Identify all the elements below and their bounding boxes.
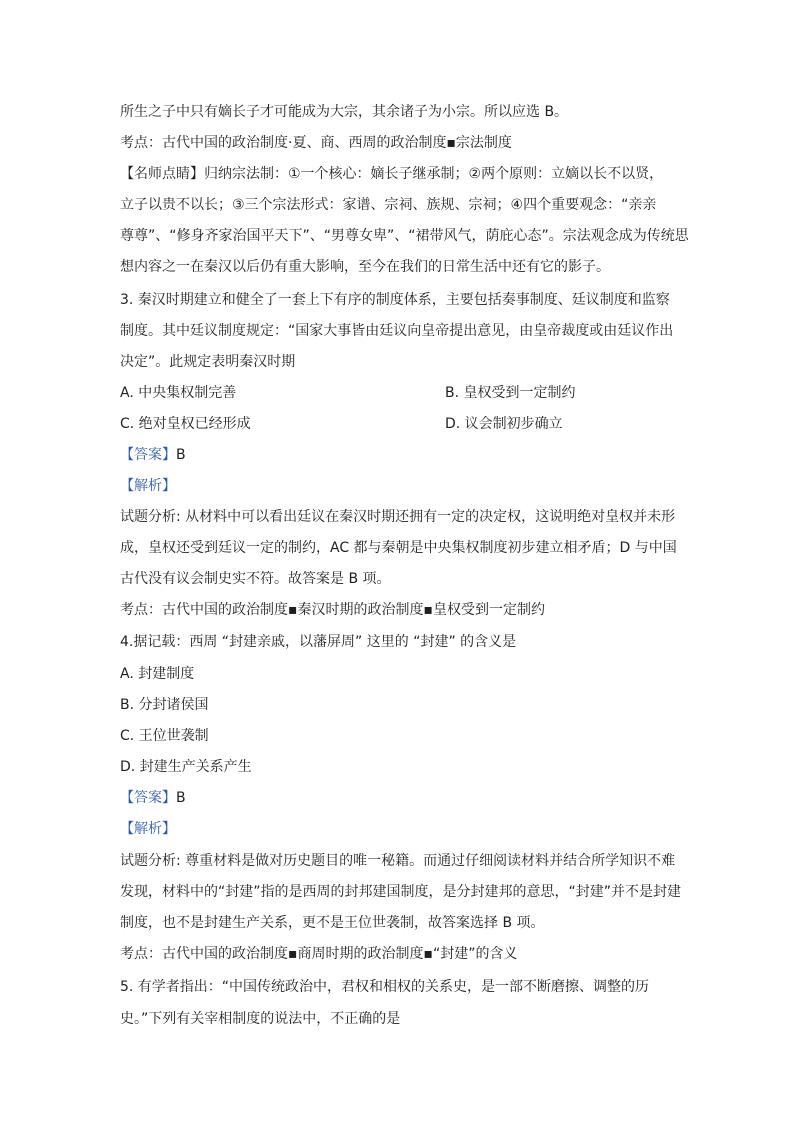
q4-analysis-line: 发现，材料中的“封建”指的是西周的封邦建国制度，是分封建邦的意思，“封建”并不是封建 bbox=[120, 884, 682, 900]
question-3-stem: 决定”。此规定表明秦汉时期 bbox=[120, 354, 296, 370]
q3-analysis-line: 试题分析: 从材料中可以看出廷议在秦汉时期还拥有一定的决定权，这说明绝对皇权并未形 bbox=[120, 509, 676, 525]
answer-tag: 【答案】 bbox=[120, 447, 176, 463]
q4-answer: B bbox=[176, 790, 186, 806]
q4-analysis-line: 试题分析: 尊重材料是做对历史题目的唯一秘籍。而通过仔细阅读材料并结合所学知识不难 bbox=[120, 853, 676, 869]
exam-point-line: 考点：古代中国的政治制度·夏、商、西周的政治制度▪宗法制度 bbox=[120, 135, 512, 151]
q4-option-d: D. 封建生产关系产生 bbox=[120, 759, 252, 775]
q3-exam-point: 考点：古代中国的政治制度▪秦汉时期的政治制度▪皇权受到一定制约 bbox=[120, 602, 545, 618]
text-line: 【名师点睛】归纳宗法制：①一个核心：嫡长子继承制；②两个原则：立嫡以长不以贤， bbox=[120, 166, 664, 182]
q4-analysis-tag: 【解析】 bbox=[120, 821, 176, 837]
q3-option-d: D. 议会制初步确立 bbox=[445, 416, 563, 432]
q3-option-c: C. 绝对皇权已经形成 bbox=[120, 416, 251, 432]
q3-option-b: B. 皇权受到一定制约 bbox=[445, 385, 576, 401]
text-line: 所生之子中只有嫡长子才可能成为大宗，其余诸子为小宗。所以应选 B。 bbox=[120, 104, 569, 120]
q3-answer-line bbox=[120, 445, 186, 465]
q3-analysis-line: 古代没有议会制史实不符。故答案是 B 项。 bbox=[120, 571, 391, 587]
q3-analysis-tag: 【解析】 bbox=[120, 478, 176, 494]
q4-option-b: B. 分封诸侯国 bbox=[120, 697, 209, 713]
q4-option-a: A. 封建制度 bbox=[120, 666, 195, 682]
q3-analysis-line: 成，皇权还受到廷议一定的制约，AC 都与秦朝是中央集权制度初步建立相矛盾；D 与中国 bbox=[120, 540, 677, 556]
text-line: 立子以贵不以长；③三个宗法形式：家谱、宗祠、族规、宗祠；④四个重要观念：“亲亲 bbox=[120, 197, 657, 213]
text-line: 尊尊”、“修身齐家治国平天下”、“男尊女卑”、“裙带风气，荫庇心态”。宗法观念成为传统思 bbox=[120, 228, 689, 244]
q4-analysis-line: 制度，也不是封建生产关系，更不是王位世袭制，故答案选择 B 项。 bbox=[120, 915, 545, 931]
text-line: 想内容之一在秦汉以后仍有重大影响，至今在我们的日常生活中还有它的影子。 bbox=[120, 259, 610, 275]
question-5-stem: 史。”下列有关宰相制度的说法中，不正确的是 bbox=[120, 1011, 401, 1027]
q4-option-c: C. 王位世袭制 bbox=[120, 728, 209, 744]
question-3-stem: 3. 秦汉时期建立和健全了一套上下有序的制度体系，主要包括奏事制度、廷议制度和监察 bbox=[120, 292, 670, 308]
q4-answer-line bbox=[120, 788, 186, 808]
question-4-stem: 4.据记载：西周 “封建亲戚，以藩屏周” 这里的 “封建” 的含义是 bbox=[120, 634, 517, 650]
question-5-stem: 5. 有学者指出：“中国传统政治中，君权和相权的关系史，是一部不断磨擦、调整的历 bbox=[120, 979, 650, 995]
question-3-stem: 制度。其中廷议制度规定：“国家大事皆由廷议向皇帝提出意见，由皇帝裁度或由廷议作出 bbox=[120, 323, 674, 339]
answer-tag: 【答案】 bbox=[120, 790, 176, 806]
q3-option-a: A. 中央集权制完善 bbox=[120, 385, 237, 401]
q4-exam-point: 考点：古代中国的政治制度▪商周时期的政治制度▪“封建”的含义 bbox=[120, 946, 518, 962]
q3-answer: B bbox=[176, 447, 186, 463]
